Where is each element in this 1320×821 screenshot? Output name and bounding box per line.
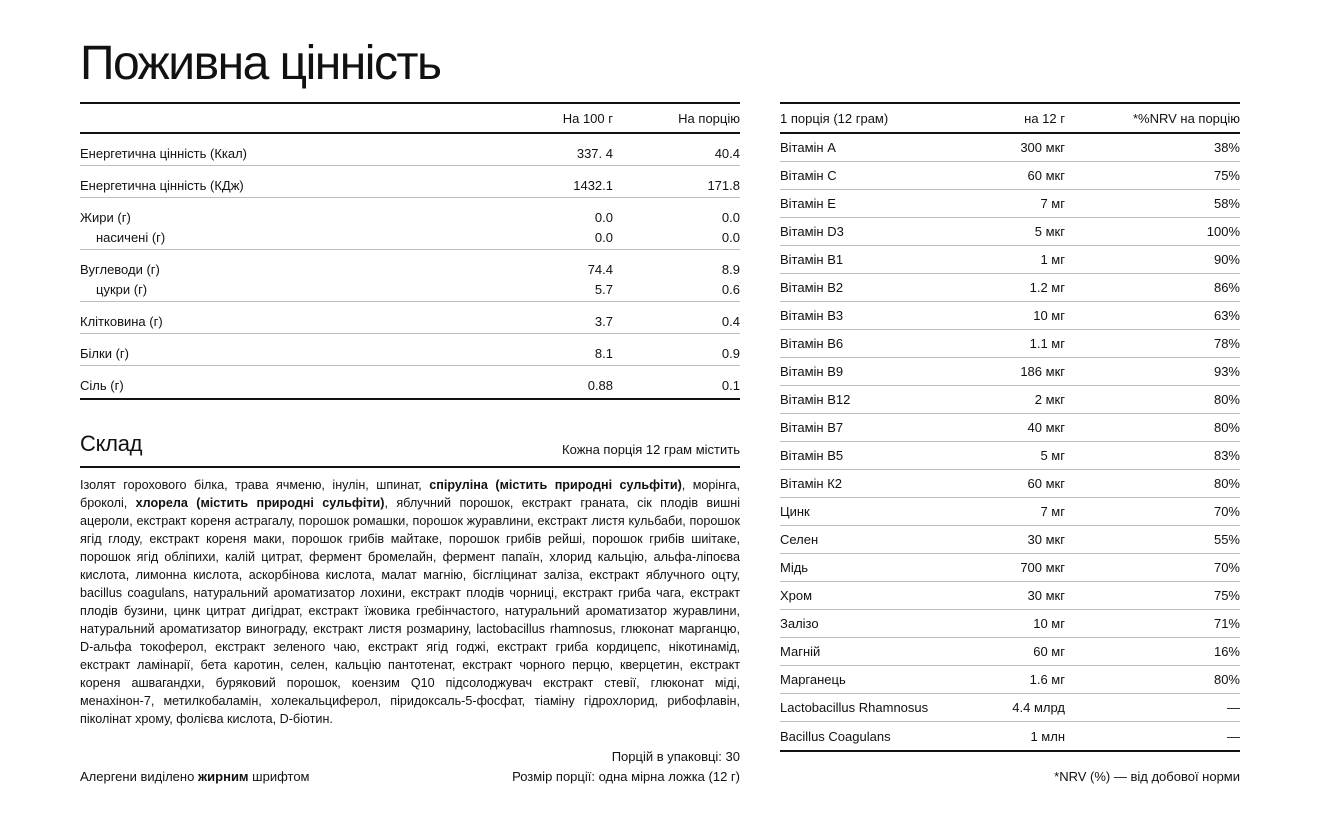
vitamin-nrv: 100% [1206,224,1240,239]
nutrient-label: Енергетична цінність (Ккал) [80,146,248,161]
vitamin-name: Вітамін А [780,140,836,155]
table-row [80,334,740,366]
value-per-100g: 0.0 [594,210,613,225]
composition-note: Кожна порція 12 грам містить [562,442,740,457]
portion-size: Розмір порції: одна мірна ложка (12 г) [512,769,740,784]
vitamin-name: Bacillus Coagulans [780,728,891,744]
value-per-portion: 171.8 [707,178,740,193]
nutrition-table-header [80,104,740,134]
vitamin-name: Вітамін В12 [780,392,851,407]
vitamin-amount: 186 мкг [1020,364,1065,379]
vitamin-amount: 60 мкг [1027,476,1065,491]
table-row [780,610,1240,638]
vitamin-amount: 30 мкг [1027,588,1065,603]
composition-title: Склад [80,431,143,456]
nutrient-label: Вуглеводи (г) [80,262,160,277]
vitamin-nrv: 75% [1213,168,1240,183]
table-row [780,302,1240,330]
value-per-100g: 0.88 [587,378,613,393]
vitamin-nrv: 16% [1213,644,1240,659]
vitamin-nrv: 90% [1213,252,1240,267]
page-title: Поживна цінність [80,37,441,90]
nutrient-label: насичені (г) [96,230,166,245]
vitamin-amount: 1.2 мг [1029,280,1065,295]
header-per-100g: На 100 г [562,110,613,126]
vitamin-nrv: 63% [1213,308,1240,323]
vitamin-name: Селен [780,532,819,547]
table-row [780,162,1240,190]
table-row [780,470,1240,498]
vitamin-table-header [780,104,1240,134]
vitamin-name: Вітамін В7 [780,420,844,435]
table-row [780,246,1240,274]
vitamin-nrv: — [1227,700,1240,715]
table-row [780,414,1240,442]
vitamin-nrv: 93% [1213,364,1240,379]
vitamin-nrv: — [1227,728,1240,744]
value-per-portion: 0.1 [721,378,740,393]
vitamin-name: Вітамін D3 [780,224,844,239]
table-row [780,274,1240,302]
vitamin-name: Lactobacillus Rhamnosus [780,700,929,715]
vitamin-nrv: 80% [1213,476,1240,491]
value-per-portion: 0.6 [721,282,740,297]
table-row [780,358,1240,386]
vitamin-nrv: 38% [1213,140,1240,155]
table-row [780,442,1240,470]
vitamin-amount: 40 мкг [1027,420,1065,435]
table-row [780,582,1240,610]
allergen-note-before: Алергени виділено [80,769,198,784]
table-row [780,666,1240,694]
vitamin-name: Вітамін В9 [780,364,844,379]
vitamin-amount: 2 мкг [1034,392,1065,407]
header-per-12g: на 12 г [1024,110,1065,126]
vitamin-amount: 60 мг [1033,644,1065,659]
header-portion: 1 порція (12 грам) [780,110,889,126]
value-per-100g: 5.7 [594,282,613,297]
vitamin-amount: 10 мг [1033,616,1065,631]
vitamin-name: Вітамін В1 [780,252,844,267]
nutrition-table-body [80,134,740,398]
vitamin-amount: 60 мкг [1027,168,1065,183]
nutrient-label: Жири (г) [80,210,131,225]
vitamin-name: Вітамін В6 [780,336,844,351]
value-per-portion: 0.9 [721,346,740,361]
value-per-portion: 0.0 [721,230,740,245]
nutrient-label: Білки (г) [80,346,129,361]
vitamin-nrv: 70% [1213,504,1240,519]
nutrient-label: Сіль (г) [80,378,124,393]
allergen-ingredient: хлорела (містить природні сульфіти) [135,496,385,510]
allergen-note-after: шрифтом [248,769,310,784]
vitamin-amount: 7 мг [1040,504,1065,519]
table-row [780,526,1240,554]
vitamin-amount: 7 мг [1040,196,1065,211]
vitamin-nrv: 75% [1213,588,1240,603]
vitamin-amount: 10 мг [1033,308,1065,323]
vitamin-name: Мідь [780,560,809,575]
header-per-portion: На порцію [678,110,740,126]
value-per-100g: 8.1 [594,346,613,361]
ingredient-segment: Ізолят горохового білка, трава ячменю, інулін, шпинат, [80,478,430,492]
vitamin-amount: 700 мкг [1020,560,1065,575]
value-per-100g: 1432.1 [573,178,613,193]
vitamin-amount: 30 мкг [1027,532,1065,547]
vitamin-amount: 300 мкг [1020,140,1065,155]
vitamin-amount: 1.6 мг [1029,672,1065,687]
vitamin-name: Вітамін В3 [780,308,844,323]
vitamin-name: Магній [780,644,821,659]
vitamin-name: Хром [780,588,813,603]
table-row [80,198,740,250]
value-per-portion: 0.0 [721,210,740,225]
ingredient-segment: , морінга, броколі, [80,478,740,510]
table-row [780,330,1240,358]
table-row [80,250,740,302]
nutrition-table [80,102,740,400]
vitamin-amount: 5 мг [1040,448,1065,463]
value-per-100g: 0.0 [594,230,613,245]
nutrient-label: Енергетична цінність (КДж) [80,178,244,193]
ingredients-text [80,476,740,728]
vitamin-nrv: 71% [1213,616,1240,631]
table-row [780,554,1240,582]
table-row [780,218,1240,246]
table-row [780,190,1240,218]
vitamin-nrv: 83% [1213,448,1240,463]
allergen-ingredient: спіруліна (містить природні сульфіти) [429,478,682,492]
table-row [780,722,1240,750]
vitamin-name: Залізо [780,616,819,631]
vitamin-amount: 1 млн [1030,728,1065,744]
table-row [80,134,740,166]
allergen-note [80,769,309,784]
table-row [780,498,1240,526]
header-nrv: *%NRV на порцію [1132,110,1240,126]
vitamin-name: Вітамін В5 [780,448,844,463]
nutrient-label: Клітковина (г) [80,314,163,329]
vitamin-amount: 1.1 мг [1029,336,1065,351]
vitamin-name: Марганець [780,672,846,687]
vitamin-nrv: 70% [1213,560,1240,575]
value-per-100g: 3.7 [594,314,613,329]
vitamin-table [780,102,1240,752]
vitamin-nrv: 78% [1213,336,1240,351]
vitamin-amount: 5 мкг [1034,224,1065,239]
value-per-portion: 8.9 [721,262,740,277]
vitamin-table-body [780,134,1240,750]
value-per-portion: 0.4 [721,314,740,329]
vitamin-name: Вітамін В2 [780,280,844,295]
vitamin-name: Вітамін Е [780,196,836,211]
vitamin-name: Вітамін К2 [780,476,843,491]
portions-count: Порцій в упаковці: 30 [611,749,740,764]
table-row [80,302,740,334]
table-row [780,386,1240,414]
vitamin-nrv: 86% [1213,280,1240,295]
vitamin-nrv: 55% [1213,532,1240,547]
vitamin-amount: 4.4 млрд [1012,700,1065,715]
allergen-note-bold: жирним [197,769,249,784]
vitamin-name: Вітамін С [780,168,837,183]
ingredient-segment: , яблучний порошок, екстракт граната, сік плодів вишні ацероли, екстракт кореня астрагалу, порошок ромашки, порошок журавлини, екстракт листя кульбаби, порошок ягід глоду, екстракт кореня маки, порошок грибів майтаке, порошок грибів рейші, порошок грибів шиітаке, порошок ягід обліпихи, калій цитрат, фермент бромелайн, фермент папаїн, хлорид кальцію, альфа-ліпоєва кислота, лимонна кислота, аскорбінова кислота, малат магнію, бісгліцинат заліза, екстракт яблучного оцту, bacillus coagulans, натуральний ароматизатор лохини, екстракт плодів чорниці, екстракт гриба чага, екстракт плодів бузини, цинк цитрат дигідрат, екстракт їжовика гребінчастого, натуральний ароматизатор журавлини, натуральний ароматизатор винограду, екстракт листя розмарину, lactobacillus rhamnosus, глюконат марганцю, D-альфа токоферол, екстракт зеленого чаю, екстракт ягід годжі, екстракт гриба кордицепс, нікотинамід, екстракт ламінарії, бета каротин, селен, кальцію пантотенат, екстракт чорного перцю, кверцетин, екстракт кореня ашвагандхи, буряковий порошок, коензим Q10 підсолоджувач екстракт стевії, глюконат міді, менахінон-7, метилкобаламін, холекальциферол, піридоксаль-5-фосфат, тіаміну гідрохлорид, рибофлавін, піколінат хрому, фолієва кислота, D-біотин. [80,496,740,726]
vitamin-nrv: 80% [1213,672,1240,687]
table-row [80,366,740,398]
table-row [780,694,1240,722]
value-per-100g: 337. 4 [576,146,613,161]
vitamin-nrv: 80% [1213,420,1240,435]
nutrient-label: цукри (г) [96,282,148,297]
vitamin-nrv: 58% [1213,196,1240,211]
vitamin-name: Цинк [780,504,810,519]
nrv-footnote: *NRV (%) — від добової норми [1054,769,1240,784]
composition-divider [80,466,740,468]
table-row [780,638,1240,666]
vitamin-amount: 1 мг [1040,252,1065,267]
value-per-portion: 40.4 [714,146,740,161]
value-per-100g: 74.4 [587,262,613,277]
vitamin-nrv: 80% [1213,392,1240,407]
table-row [80,166,740,198]
table-row [780,134,1240,162]
